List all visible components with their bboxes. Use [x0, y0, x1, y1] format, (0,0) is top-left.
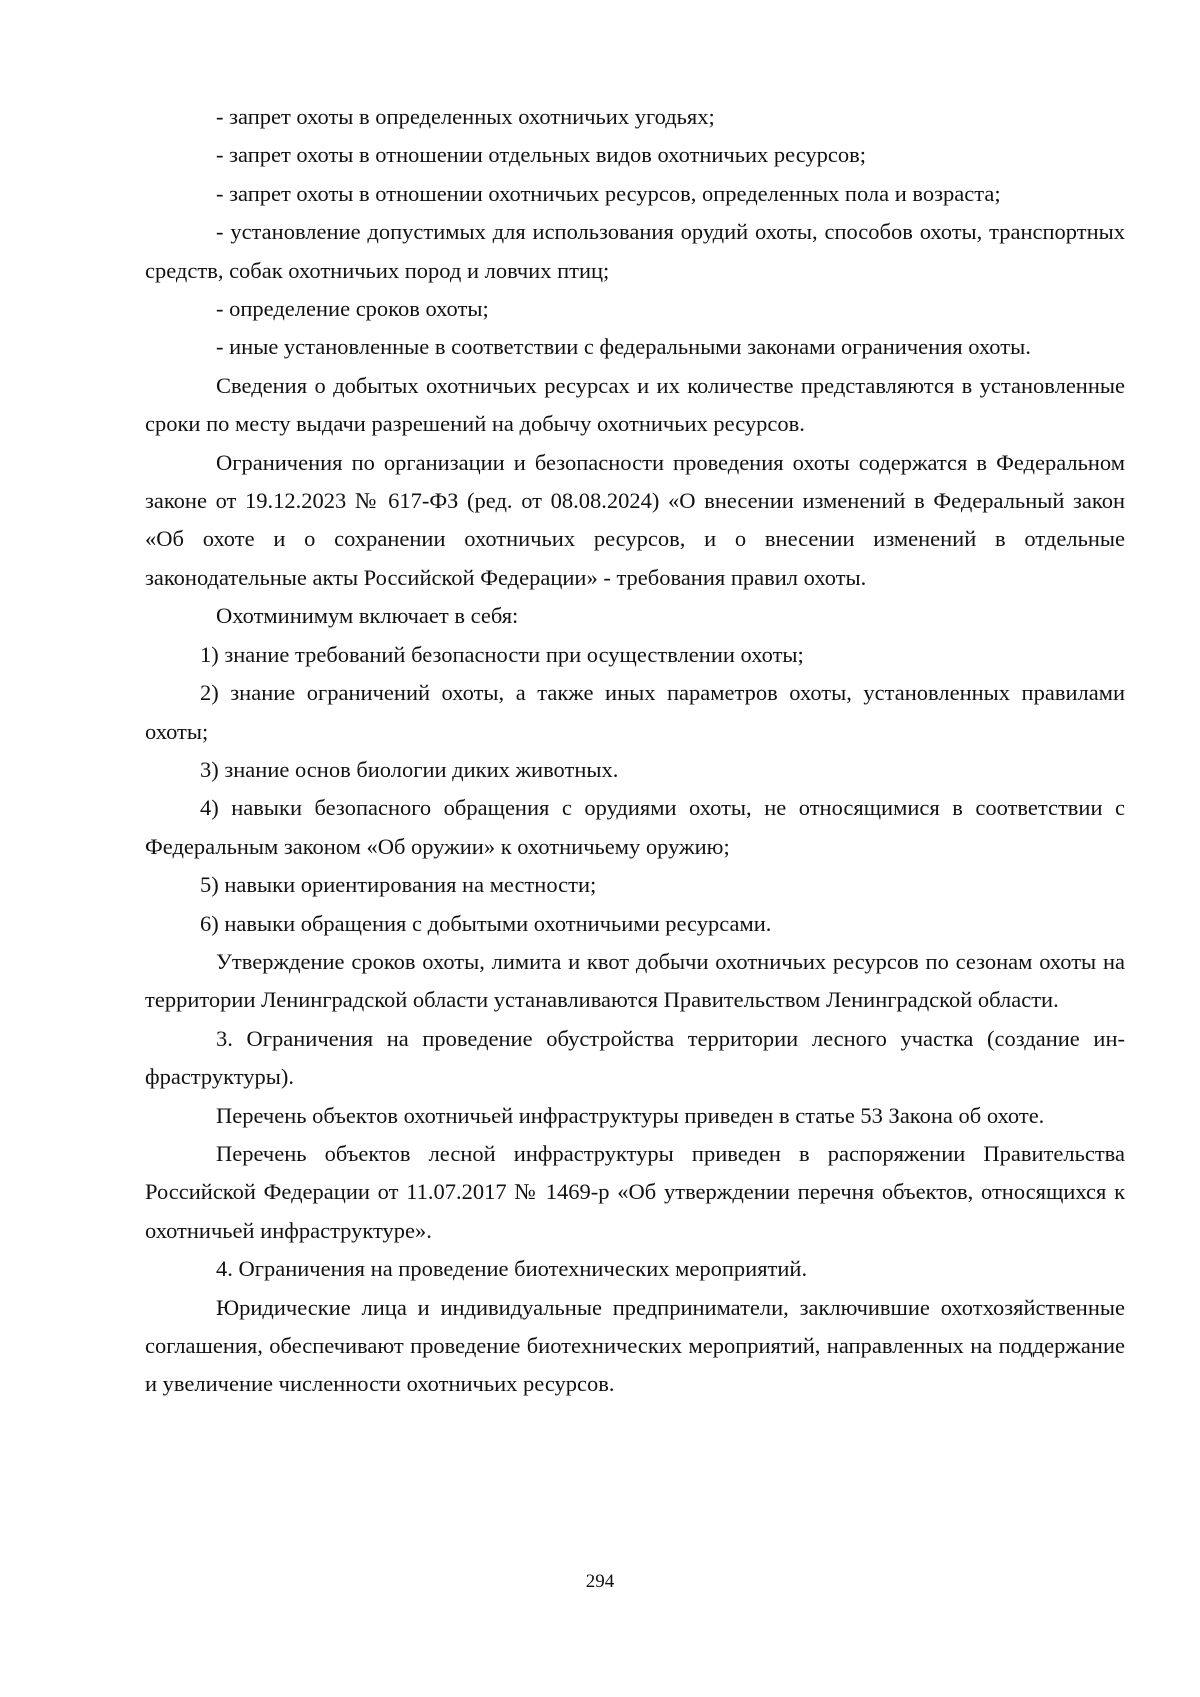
- numbered-list-item: 1) знание требований безопасности при осуществлении охоты;: [200, 641, 804, 667]
- paragraph: Ограничения по организации и безопасности проведения охоты содержатся в Федеральном законе от 19.12.2023 № 617-ФЗ (ред. от 08.08.2024) «О внесении изменений в Федеральный закон «Об охоте и о сохранении охотничьих ресурсов, и о внесении изменений в отдельные законодательные акты Российской Федерации» - требования правил охоты.: [145, 449, 1125, 590]
- paragraph: - определение сроков охоты;: [216, 296, 489, 322]
- numbered-list-item: 5) навыки ориентирования на местности;: [200, 872, 597, 898]
- paragraph: Утверждение сроков охоты, лимита и квот добычи охотничьих ресурсов по сезонам охоты на территории Ленинградской области устанавливаются Правительством Ленинградской области.: [145, 948, 1125, 1013]
- numbered-list-item: 6) навыки обращения с добытыми охотничьими ресурсами.: [200, 910, 772, 936]
- paragraph: - иные установленные в соответствии с федеральными законами ограничения охоты.: [216, 334, 1031, 360]
- section-heading: 3. Ограничения на проведение обустройства территории лесного участка (создание инфраструктуры).: [145, 1025, 1125, 1090]
- numbered-list-item: 2) знание ограничений охоты, а также иных параметров охоты, установленных правилами охоты;: [145, 680, 1125, 744]
- paragraph: Перечень объектов лесной инфраструктуры приведен в распоряжении Правительства Российской Федерации от 11.07.2017 № 1469-р «Об утверждении перечня объектов, относящихся к охотничьей инфраструктуре».: [145, 1140, 1125, 1243]
- section-heading: 4. Ограничения на проведение биотехнических мероприятий.: [216, 1256, 808, 1282]
- paragraph: Охотминимум включает в себя:: [216, 603, 519, 629]
- numbered-list-item: 4) навыки безопасного обращения с орудиями охоты, не относящимися в соответствии с Федеральным законом «Об оружии» к охотничьему оружию;: [145, 795, 1125, 859]
- paragraph: Перечень объектов охотничьей инфраструктуры приведен в статье 53 Закона об охоте.: [216, 1102, 1045, 1128]
- paragraph: Сведения о добытых охотничьих ресурсах и их количестве представляются в установленные сроки по месту выдачи разрешений на добычу охотничьих ресурсов.: [145, 372, 1125, 437]
- paragraph: - запрет охоты в отношении охотничьих ресурсов, определенных пола и возраста;: [216, 180, 1001, 206]
- paragraph: - установление допустимых для использования орудий охоты, способов охоты, транспортных средств, собак охотничьих пород и ловчих птиц;: [145, 219, 1125, 283]
- paragraph: - запрет охоты в отношении отдельных видов охотничьих ресурсов;: [216, 142, 867, 168]
- numbered-list-item: 3) знание основ биологии диких животных.: [200, 756, 619, 782]
- page-number: 294: [585, 1571, 615, 1592]
- paragraph: Юридические лица и индивидуальные предприниматели, заключившие охотхозяйственные соглашения, обеспечивают проведение биотехнических мероприятий, направленных на поддержание и увеличение численности охотничьих ресурсов.: [145, 1294, 1125, 1397]
- document-body: [145, 98, 1125, 1404]
- paragraph: - запрет охоты в определенных охотничьих угодьях;: [216, 104, 715, 129]
